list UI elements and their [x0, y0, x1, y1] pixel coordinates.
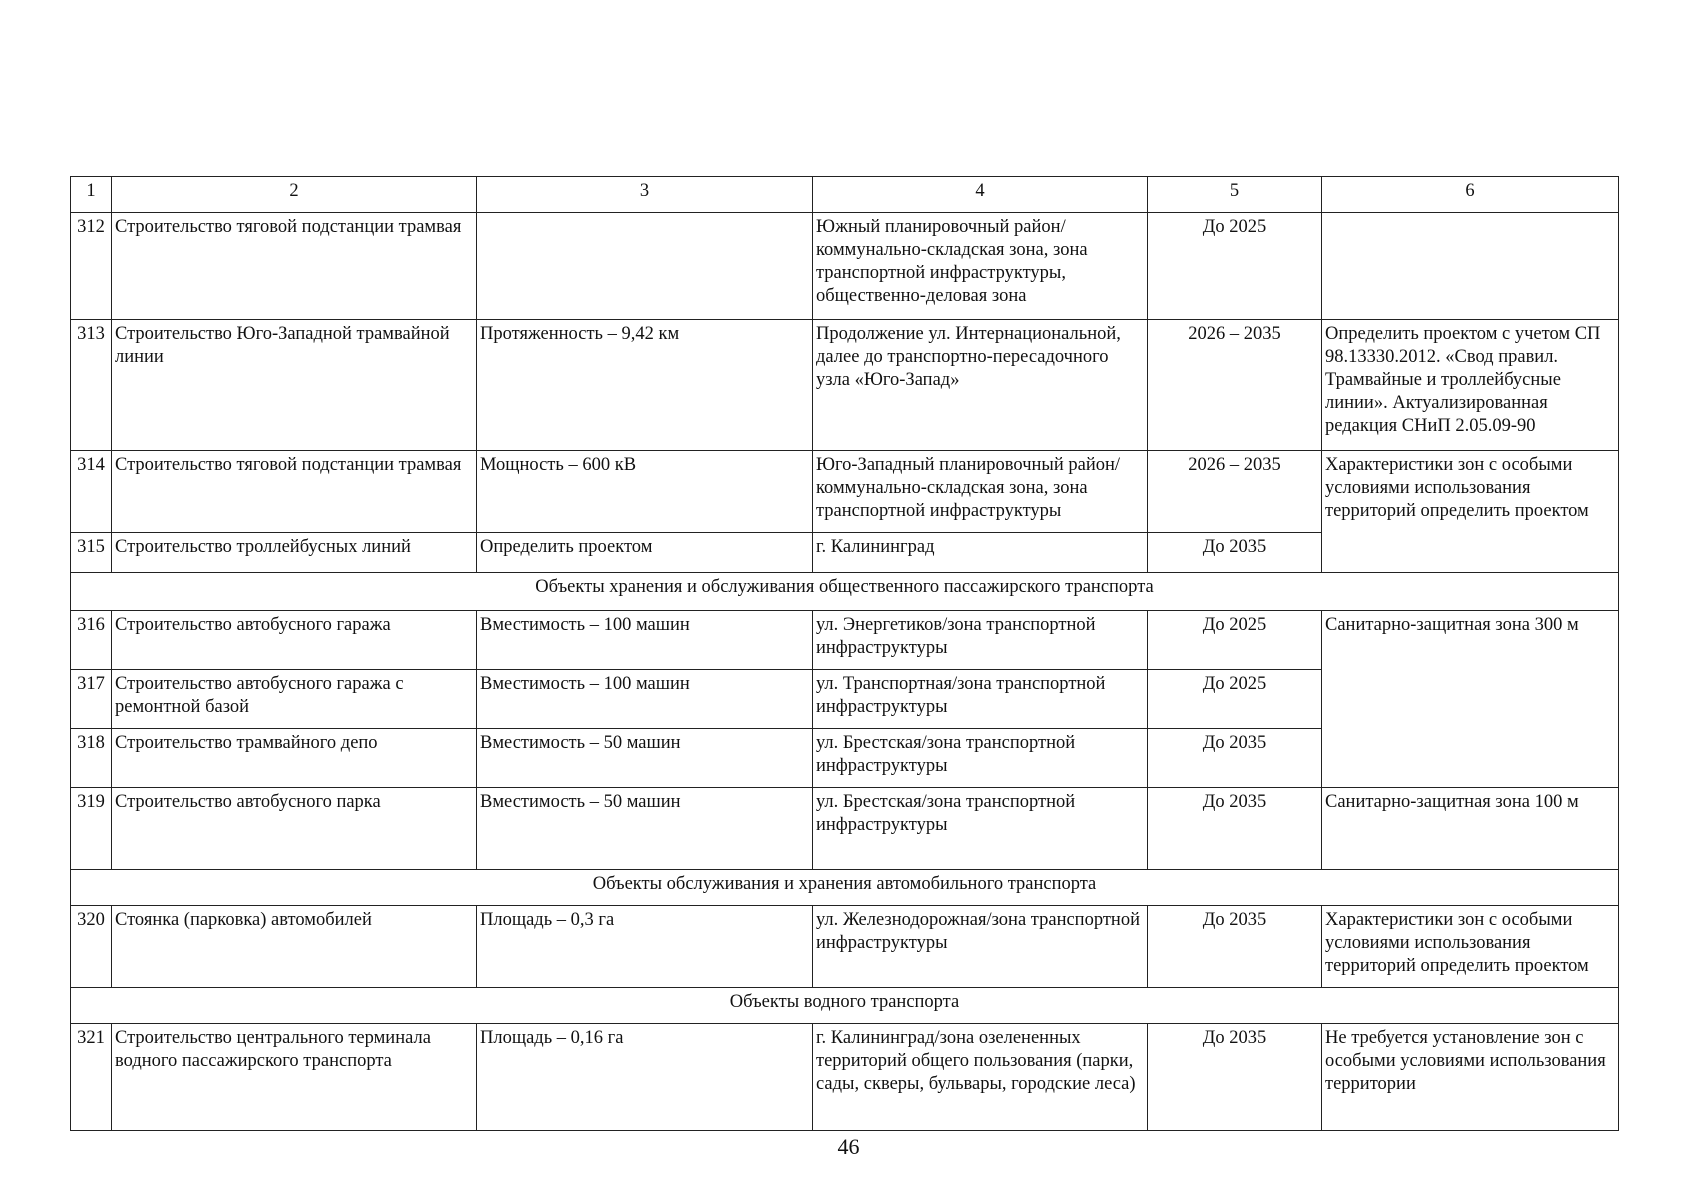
object-location: ул. Железнодорожная/зона транспортной инфраструктуры [813, 906, 1148, 988]
object-location: ул. Транспортная/зона транспортной инфраструктуры [813, 670, 1148, 729]
object-name: Строительство Юго-Западной трамвайной линии [112, 320, 477, 451]
object-parameter: Площадь – 0,16 га [477, 1024, 813, 1131]
table-row [71, 451, 1619, 533]
column-number-6: 6 [1322, 177, 1619, 213]
object-location: г. Калининград/зона озелененных территорий общего пользования (парки, сады, скверы, бульвары, городские леса) [813, 1024, 1148, 1131]
implementation-period: До 2035 [1148, 729, 1322, 788]
row-number: 320 [71, 906, 112, 988]
page-number: 46 [837, 1134, 860, 1159]
table-row [71, 611, 1619, 670]
section-row [71, 573, 1619, 611]
zone-notes: Характеристики зон с особыми условиями использования территорий определить проектом [1322, 906, 1619, 988]
object-name: Строительство автобусного гаража с ремонтной базой [112, 670, 477, 729]
object-name: Стоянка (парковка) автомобилей [112, 906, 477, 988]
object-parameter: Вместимость – 100 машин [477, 670, 813, 729]
column-number-1: 1 [71, 177, 112, 213]
object-name: Строительство центрального терминала водного пассажирского транспорта [112, 1024, 477, 1131]
implementation-period: До 2025 [1148, 670, 1322, 729]
table-row [71, 320, 1619, 451]
object-name: Строительство тяговой подстанции трамвая [112, 213, 477, 320]
implementation-period: 2026 – 2035 [1148, 451, 1322, 533]
zone-notes: Характеристики зон с особыми условиями использования территорий определить проектом [1322, 451, 1619, 573]
object-location: ул. Брестская/зона транспортной инфраструктуры [813, 729, 1148, 788]
implementation-period: До 2035 [1148, 788, 1322, 870]
zone-notes: Санитарно-защитная зона 300 м [1322, 611, 1619, 788]
section-row [71, 870, 1619, 906]
zone-notes: Не требуется установление зон с особыми условиями использования территории [1322, 1024, 1619, 1131]
implementation-period: До 2035 [1148, 1024, 1322, 1131]
column-number-2: 2 [112, 177, 477, 213]
object-location: ул. Брестская/зона транспортной инфраструктуры [813, 788, 1148, 870]
implementation-period: До 2025 [1148, 611, 1322, 670]
section-heading: Объекты водного транспорта [71, 988, 1619, 1024]
object-location: Южный планировочный район/коммунально-складская зона, зона транспортной инфраструктуры, общественно-деловая зона [813, 213, 1148, 320]
row-number: 316 [71, 611, 112, 670]
column-number-3: 3 [477, 177, 813, 213]
object-parameter: Определить проектом [477, 533, 813, 573]
object-name: Строительство автобусного парка [112, 788, 477, 870]
implementation-period: До 2035 [1148, 533, 1322, 573]
row-number: 315 [71, 533, 112, 573]
object-parameter: Площадь – 0,3 га [477, 906, 813, 988]
zone-notes: Санитарно-защитная зона 100 м [1322, 788, 1619, 870]
object-location: г. Калининград [813, 533, 1148, 573]
row-number: 318 [71, 729, 112, 788]
column-number-5: 5 [1148, 177, 1322, 213]
section-heading: Объекты хранения и обслуживания общественного пассажирского транспорта [71, 573, 1619, 611]
table-row [71, 1024, 1619, 1131]
implementation-period: 2026 – 2035 [1148, 320, 1322, 451]
table-row [71, 906, 1619, 988]
object-location: ул. Энергетиков/зона транспортной инфраструктуры [813, 611, 1148, 670]
implementation-period: До 2025 [1148, 213, 1322, 320]
table-row [71, 213, 1619, 320]
implementation-period: До 2035 [1148, 906, 1322, 988]
object-parameter [477, 213, 813, 320]
row-number: 313 [71, 320, 112, 451]
planning-objects-table [70, 176, 1619, 1131]
object-location: Юго-Западный планировочный район/коммунально-складская зона, зона транспортной инфраструктуры [813, 451, 1148, 533]
section-heading: Объекты обслуживания и хранения автомобильного транспорта [71, 870, 1619, 906]
row-number: 317 [71, 670, 112, 729]
zone-notes: Определить проектом с учетом СП 98.13330.2012. «Свод правил. Трамвайные и троллейбусные линии». Актуализированная редакция СНиП 2.05.09-90 [1322, 320, 1619, 451]
row-number: 319 [71, 788, 112, 870]
row-number: 314 [71, 451, 112, 533]
object-name: Строительство трамвайного депо [112, 729, 477, 788]
object-parameter: Вместимость – 100 машин [477, 611, 813, 670]
document-table-container [70, 176, 1618, 1131]
object-name: Строительство троллейбусных линий [112, 533, 477, 573]
section-row [71, 988, 1619, 1024]
row-number: 312 [71, 213, 112, 320]
object-name: Строительство автобусного гаража [112, 611, 477, 670]
object-parameter: Протяженность – 9,42 км [477, 320, 813, 451]
table-row [71, 788, 1619, 870]
column-number-row [71, 177, 1619, 213]
object-parameter: Мощность – 600 кВ [477, 451, 813, 533]
zone-notes [1322, 213, 1619, 320]
object-location: Продолжение ул. Интернациональной, далее до транспортно-пересадочного узла «Юго-Запад» [813, 320, 1148, 451]
row-number: 321 [71, 1024, 112, 1131]
column-number-4: 4 [813, 177, 1148, 213]
object-parameter: Вместимость – 50 машин [477, 729, 813, 788]
object-parameter: Вместимость – 50 машин [477, 788, 813, 870]
object-name: Строительство тяговой подстанции трамвая [112, 451, 477, 533]
